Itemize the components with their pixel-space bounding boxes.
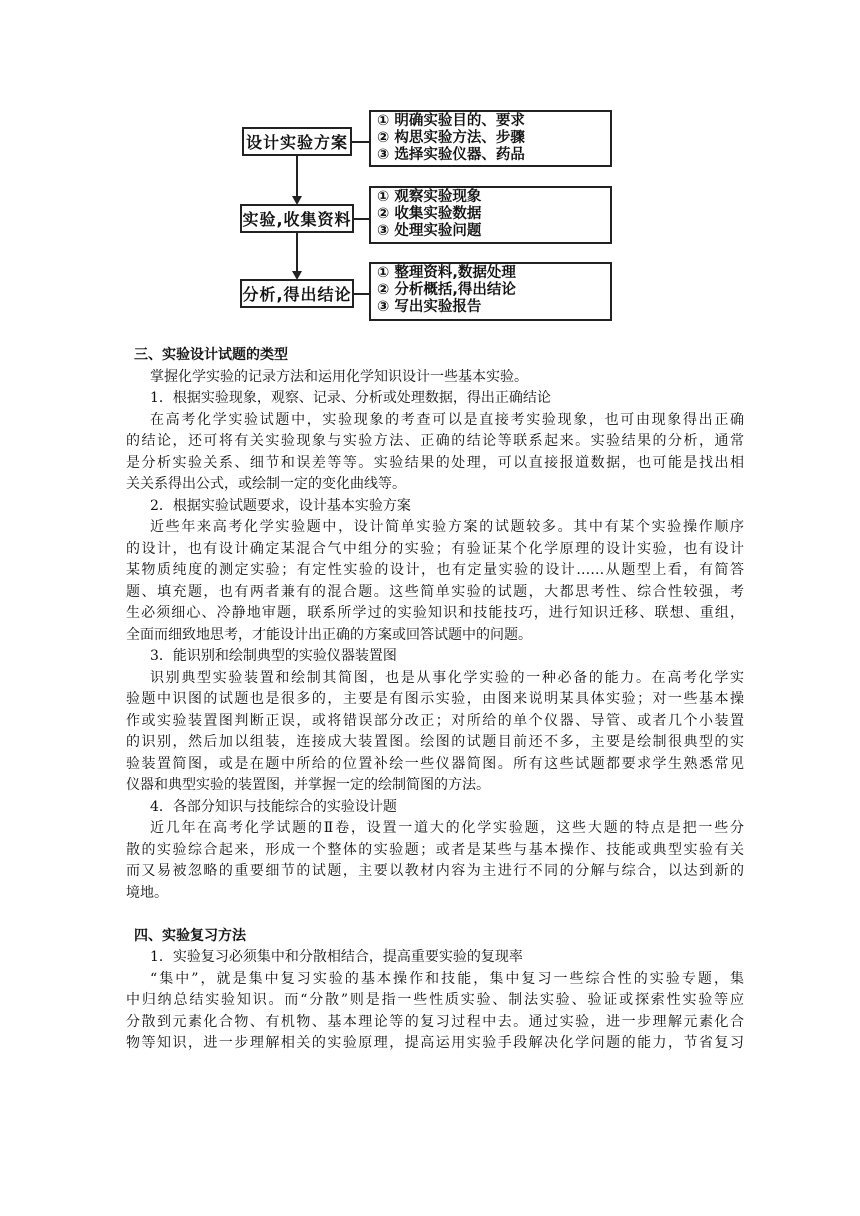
paragraph-line: 在高考化学实验试题中，实验现象的考查可以是直接考实验现象，也可由现象得出正确: [150, 411, 744, 428]
paragraph-line: 识别典型实验装置和绘制其简图，也是从事化学实验的一种必备的能力。在高考化学实: [150, 669, 744, 686]
paragraph-line: 的结论，还可将有关实验现象与实验方法、正确的结论等联系起来。实验结果的分析，通常: [126, 433, 744, 449]
paragraph-line: 验装置简图，或是在题中所给的位置补绘一些仪器简图。所有这些试题都要求学生熟悉常见: [126, 755, 744, 772]
detail-item: ② 构思实验方法、步骤: [377, 130, 525, 146]
experiment-flowchart: [0, 0, 860, 340]
detail-box-analysis: [369, 262, 612, 321]
paragraph-line: 物等知识，进一步理解相关的实验原理，提高运用实验手段解决化学问题的能力，节省复习: [126, 1035, 744, 1051]
stage-box-analysis: 分析,得出结论: [240, 279, 354, 308]
paragraph-line: 生必须细心、冷静地审题，联系所学过的实验知识和技能技巧，进行知识迁移、联想、重组，: [126, 605, 744, 621]
arrow-shaft: [296, 156, 298, 198]
detail-item: ③ 选择实验仪器、药品: [377, 147, 525, 163]
detail-item: ① 整理资料,数据处理: [377, 265, 516, 281]
paragraph-line: 近几年在高考化学试题的Ⅱ卷，设置一道大的化学实验题，这些大题的特点是把一些分: [150, 820, 744, 836]
paragraph-line: 某物质纯度的测定实验；有定性实验的设计，也有定量实验的设计……从题型上看，有简答: [126, 562, 744, 578]
paragraph-line: 的识别，然后加以组装，连接成大装置图。绘图的试题目前还不多，主要是绘制很典型的实: [126, 734, 744, 750]
paragraph-line: 全面而细致地思考，才能设计出正确的方案或回答试题中的问题。: [126, 626, 532, 643]
paragraph-line: 掌握化学实验的记录方法和运用化学知识设计一些基本实验。: [150, 368, 528, 385]
paragraph-line: 境地。: [126, 884, 168, 901]
paragraph-line: 而又易被忽略的重要细节的试题，主要以教材内容为主进行不同的分解与综合，以达到新的: [126, 863, 744, 879]
detail-item: ② 分析概括,得出结论: [377, 282, 516, 298]
paragraph-line: 分散到元素化合物、有机物、基本理论等的复习过程中去。通过实验，进一步理解元素化合: [126, 1013, 744, 1030]
paragraph-line: 作或实验装置图判断正误，或将错误部分改正；对所给的单个仪器、导管、或者几个小装置: [126, 712, 744, 729]
detail-item: ② 收集实验数据: [377, 206, 482, 222]
paragraph-line: 验题中识图的试题也是很多的，主要是有图示实验，由图来说明某具体实验；对一些基本操: [126, 691, 744, 707]
connector-line: [354, 218, 370, 220]
section-heading: 三、实验设计试题的类型: [134, 347, 288, 363]
detail-item: ① 明确实验目的、要求: [377, 113, 525, 129]
detail-item: ① 观察实验现象: [377, 189, 482, 205]
paragraph-line: 散的实验综合起来，形成一个整体的实验题；或者是某些与基本操作、技能或典型实验有关: [126, 841, 744, 858]
stage-box-design: 设计实验方案: [242, 127, 352, 156]
section-heading: 四、实验复习方法: [134, 927, 246, 944]
paragraph-line: 题、填充题，也有两者兼有的混合题。这些简单实验的试题，大都思考性、综合性较强，考: [126, 583, 744, 600]
subsection-title: 4．各部分知识与技能综合的实验设计题: [150, 798, 397, 815]
paragraph-line: 中归纳总结实验知识。而“分散”则是指一些性质实验、制法实验、验证或探索性实验等应: [126, 992, 744, 1008]
detail-box-design: [369, 110, 612, 167]
arrow-shaft: [296, 233, 298, 273]
detail-item: ③ 处理实验问题: [377, 223, 482, 239]
spacer: [126, 904, 744, 926]
paragraph-line: 的设计，也有设计确定某混合气中组分的实验；有验证某个化学原理的设计实验，也有设计: [126, 540, 744, 557]
subsection-title: 2．根据实验试题要求，设计基本实验方案: [150, 497, 411, 514]
paragraph-line: 是分析实验关系、细节和误差等等。实验结果的处理，可以直接报道数据，也可能是找出相: [126, 454, 744, 471]
connector-line: [354, 293, 370, 295]
subsection-title: 1．根据实验现象，观察、记录、分析或处理数据，得出正确结论: [150, 390, 551, 406]
detail-box-experiment: [369, 186, 612, 244]
subsection-title: 3．能识别和绘制典型的实验仪器装置图: [150, 648, 397, 664]
paragraph-line: 近些年来高考化学实验题中，设计简单实验方案的试题较多。其中有某个实验操作顺序: [150, 519, 744, 535]
detail-item: ③ 写出实验报告: [377, 299, 482, 315]
subsection-title: 1．实验复习必须集中和分散相结合，提高重要实验的复现率: [150, 949, 523, 965]
paragraph-line: 仪器和典型实验的装置图，并掌握一定的绘制简图的方法。: [126, 777, 490, 793]
document-body: [126, 345, 744, 1055]
paragraph-line: 关关系得出公式，或绘制一定的变化曲线等。: [126, 476, 406, 492]
stage-box-experiment: 实验,收集资料: [240, 204, 354, 233]
paragraph-line: “集中”，就是集中复习实验的基本操作和技能，集中复习一些综合性的实验专题，集: [150, 970, 744, 987]
connector-line: [352, 141, 370, 143]
